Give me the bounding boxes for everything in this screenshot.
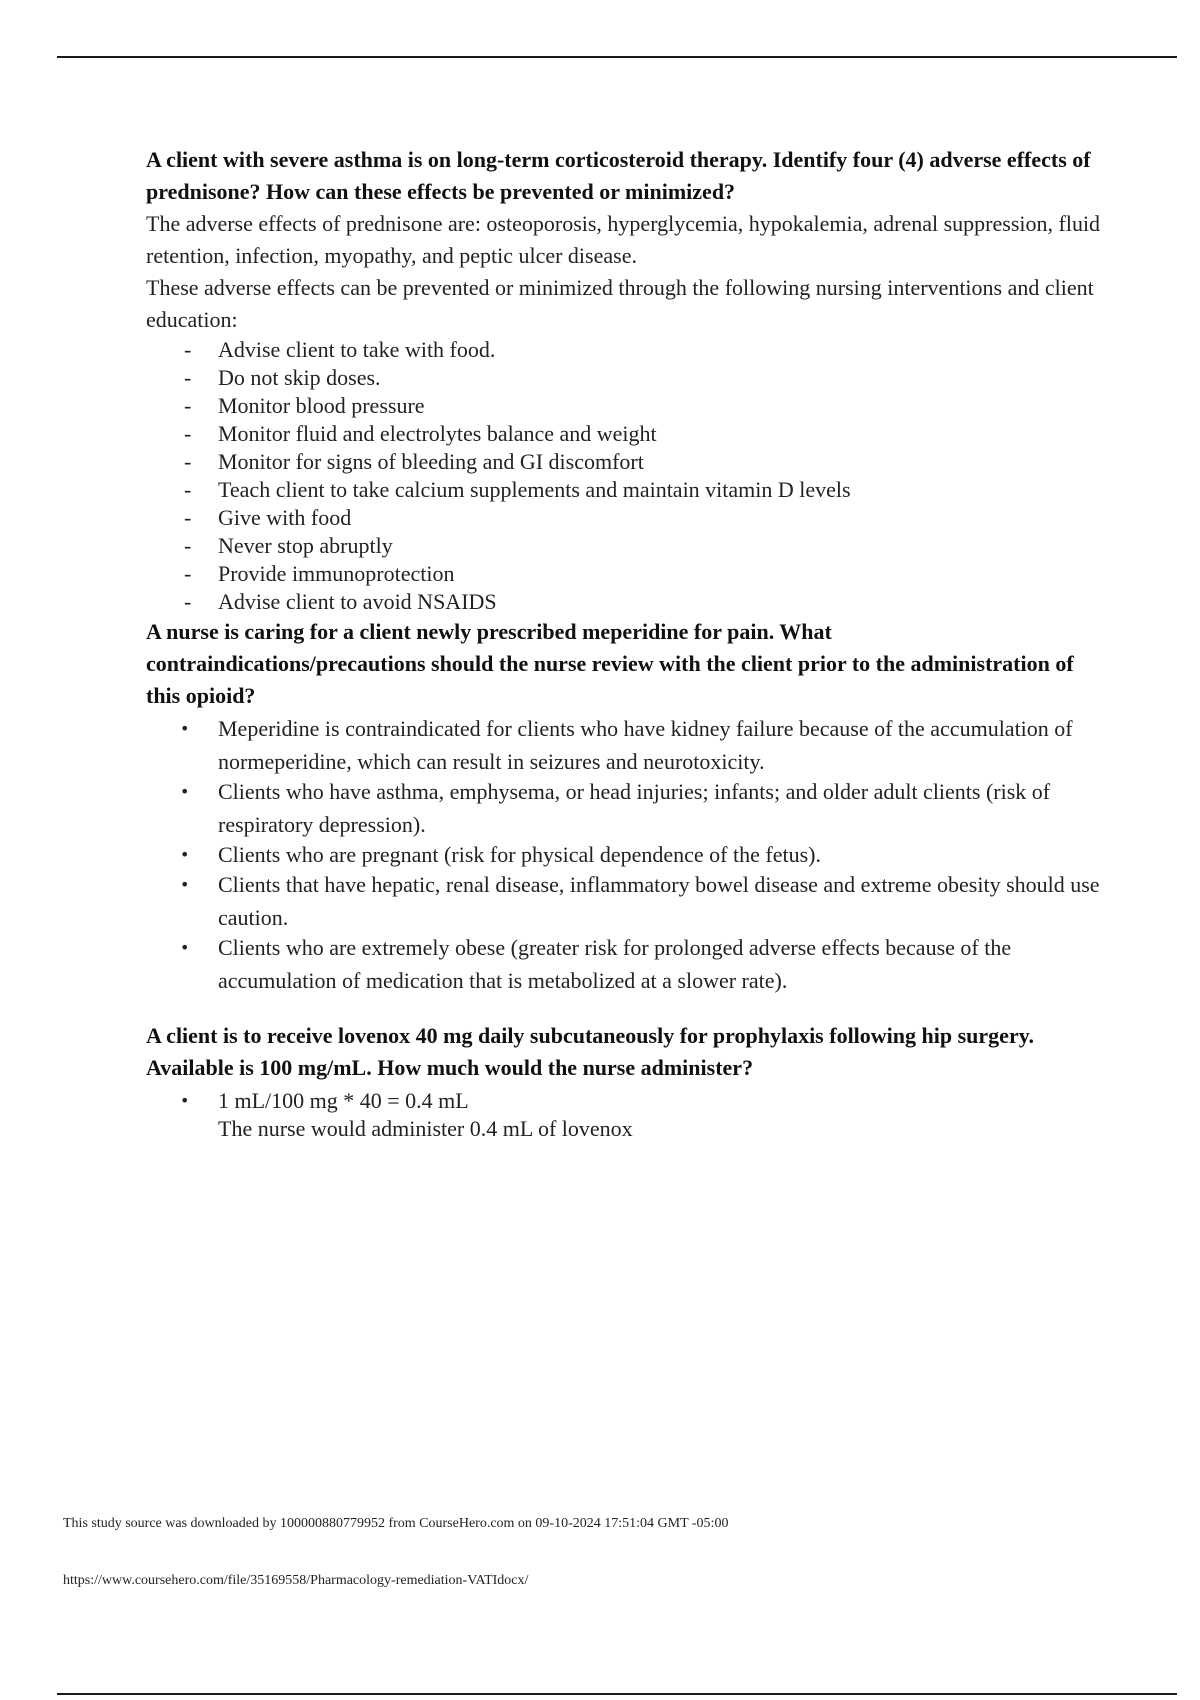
list-item: - Advise client to take with food. — [184, 337, 496, 362]
list-item: - Monitor for signs of bleeding and GI discomfort — [184, 449, 644, 474]
bullet-marker: • — [180, 938, 190, 957]
source-url: https://www.coursehero.com/file/35169558/Pharmacology-remediation-VATIdocx/ — [63, 1573, 529, 1588]
dash-marker: - — [184, 337, 192, 362]
answer-adverse-effects: The adverse effects of prednisone are: osteoporosis, hyperglycemia, hypokalemia, adrenal suppression, fluid retention, infection, myopathy, and peptic ulcer disease. — [146, 211, 1101, 268]
question-prednisone: A client with severe asthma is on long-term corticosteroid therapy. Identify four (4) adverse effects of prednisone? How can these effects be prevented or minimized? — [146, 147, 1091, 204]
list-item — [146, 1084, 1106, 1117]
bullet-marker: • — [180, 845, 190, 864]
precautions-list — [146, 712, 1106, 997]
interventions-list — [146, 336, 1106, 616]
calculation-list — [146, 1084, 1106, 1117]
list-item: - Provide immunoprotection — [184, 561, 455, 586]
document-body — [146, 144, 1106, 1144]
dose-answer: The nurse would administer 0.4 mL of lovenox — [218, 1116, 633, 1141]
bottom-rule — [57, 1693, 1177, 1695]
list-item: • Clients who have asthma, emphysema, or head injuries; infants; and older adult clients (risk of respiratory depression). — [146, 775, 1106, 841]
dash-marker: - — [184, 421, 192, 446]
list-item: • Clients who are extremely obese (greater risk for prolonged adverse effects because of the accumulation of medication that is metabolized at a slower rate). — [146, 931, 1106, 997]
list-item: • Clients that have hepatic, renal disease, inflammatory bowel disease and extreme obesity should use caution. — [146, 868, 1106, 934]
dash-marker: - — [184, 533, 192, 558]
list-item: - Never stop abruptly — [184, 533, 393, 558]
dose-calculation: 1 mL/100 mg * 40 = 0.4 mL — [218, 1088, 469, 1113]
list-item: - Monitor fluid and electrolytes balance and weight — [184, 421, 657, 446]
dash-marker: - — [184, 589, 192, 614]
list-item: • Meperidine is contraindicated for clients who have kidney failure because of the accumulation of normeperidine, which can result in seizures and neurotoxicity. — [146, 712, 1106, 778]
answer-prevention-intro: These adverse effects can be prevented or minimized through the following nursing interventions and client education: — [146, 275, 1094, 332]
list-item: - Give with food — [184, 505, 352, 530]
dash-marker: - — [184, 505, 192, 530]
bullet-marker: • — [180, 782, 190, 801]
list-item: - Teach client to take calcium supplements and maintain vitamin D levels — [184, 477, 851, 502]
section-spacer — [146, 994, 1106, 1020]
question-lovenox: A client is to receive lovenox 40 mg daily subcutaneously for prophylaxis following hip surgery. Available is 100 mg/mL. How much would the nurse administer? — [146, 1023, 1034, 1080]
bullet-marker: • — [180, 719, 190, 738]
list-item: - Advise client to avoid NSAIDS — [184, 589, 497, 614]
dash-marker: - — [184, 561, 192, 586]
bullet-marker: • — [180, 1091, 190, 1110]
bullet-marker: • — [180, 875, 190, 894]
dash-marker: - — [184, 365, 192, 390]
question-meperidine: A nurse is caring for a client newly prescribed meperidine for pain. What contraindications/precautions should the nurse review with the client prior to the administration of this opioid? — [146, 619, 1074, 708]
list-item: • Clients who are pregnant (risk for physical dependence of the fetus). — [146, 838, 1106, 871]
dash-marker: - — [184, 449, 192, 474]
dash-marker: - — [184, 477, 192, 502]
top-rule — [57, 56, 1177, 58]
list-item: - Monitor blood pressure — [184, 393, 425, 418]
list-item: - Do not skip doses. — [184, 365, 381, 390]
dash-marker: - — [184, 393, 192, 418]
download-notice: This study source was downloaded by 100000880779952 from CourseHero.com on 09-10-2024 17:51:04 GMT -05:00 — [63, 1516, 729, 1531]
